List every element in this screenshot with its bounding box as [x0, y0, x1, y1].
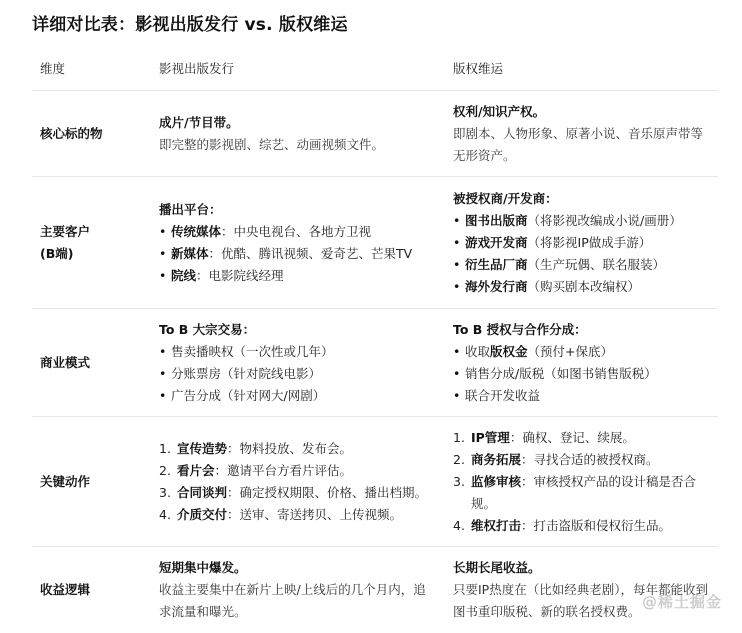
- item-text: ：审核授权产品的设计稿是否合规。: [471, 473, 697, 511]
- item-text: ：电影院线经理: [196, 267, 284, 283]
- numbered-list: [159, 438, 437, 526]
- copyright-cell: [445, 417, 718, 547]
- table-row: [32, 417, 718, 547]
- list-item: [159, 504, 437, 526]
- film-cell: [151, 309, 445, 417]
- list-item: [453, 515, 710, 537]
- item-term: 介质交付: [177, 506, 228, 522]
- item-term: 游戏开发商: [465, 234, 528, 250]
- bullet-list: [453, 210, 710, 298]
- column-header-dimension: 维度: [32, 48, 151, 91]
- list-item: • 联合开发收益: [453, 385, 710, 407]
- item-number: 4.: [159, 506, 171, 522]
- cell-heading: To B 大宗交易：: [159, 321, 256, 337]
- item-number: 3.: [159, 484, 171, 500]
- list-item: [453, 232, 710, 254]
- cell-heading: 权利/知识产权。: [453, 103, 546, 119]
- cell-heading: 播出平台：: [159, 201, 222, 217]
- row-dimension-label: 核心标的物: [32, 91, 151, 177]
- item-term: 看片会: [177, 462, 215, 478]
- list-item: [159, 460, 437, 482]
- cell-description: 只要IP热度在（比如经典老剧），每年都能收到图书重印版税、新的联名授权费。: [453, 581, 708, 619]
- cell-description: 即完整的影视剧、综艺、动画视频文件。: [159, 136, 385, 152]
- item-text: ：中央电视台、各地方卫视: [221, 223, 372, 239]
- film-cell: [151, 91, 445, 177]
- copyright-cell: [445, 309, 718, 417]
- item-term: 版权金: [490, 343, 528, 359]
- list-item: [453, 254, 710, 276]
- item-number: 2.: [453, 451, 465, 467]
- item-text: 收取: [465, 343, 491, 359]
- copyright-cell: [445, 91, 718, 177]
- cell-heading: 被授权商/开发商：: [453, 190, 558, 206]
- film-cell: [151, 417, 445, 547]
- column-header-copyright-ops: 版权维运: [445, 48, 718, 91]
- table-row: [32, 309, 718, 417]
- film-cell: [151, 547, 445, 633]
- item-term: 维权打击: [471, 517, 522, 533]
- list-item: [453, 210, 710, 232]
- table-row: [32, 91, 718, 177]
- list-item: • 销售分成/版税（如图书销售版税）: [453, 363, 710, 385]
- cell-heading: To B 授权与合作分成：: [453, 321, 587, 337]
- item-text: ：打击盗版和侵权衍生品。: [521, 517, 672, 533]
- row-dimension-label: 关键动作: [32, 417, 151, 547]
- list-item: [453, 276, 710, 298]
- list-item: [453, 427, 710, 449]
- cell-description: 收益主要集中在新片上映/上线后的几个月内，追求流量和曝光。: [159, 581, 426, 619]
- item-term: 海外发行商: [465, 278, 528, 294]
- row-dimension-label: [32, 177, 151, 309]
- cell-heading: 短期集中爆发。: [159, 559, 247, 575]
- item-term: 新媒体: [171, 245, 209, 261]
- list-item: [453, 471, 710, 515]
- numbered-list: [453, 427, 710, 537]
- item-text: （将影视IP做成手游）: [527, 234, 652, 250]
- item-text: ：寻找合适的被授权商。: [521, 451, 659, 467]
- list-item: • 售卖播映权（一次性或几年）: [159, 341, 437, 363]
- item-term: 监修审核: [471, 473, 522, 489]
- cell-heading: 长期长尾收益。: [453, 559, 541, 575]
- column-header-film-distribution: 影视出版发行: [151, 48, 445, 91]
- copyright-cell: [445, 177, 718, 309]
- bullet-list: [453, 341, 710, 407]
- item-term: 图书出版商: [465, 212, 528, 228]
- item-number: 4.: [453, 517, 465, 533]
- item-text: ：确定授权期限、价格、播出档期。: [227, 484, 428, 500]
- cell-heading: 成片/节目带。: [159, 114, 239, 130]
- list-item: [453, 449, 710, 471]
- copyright-cell: [445, 547, 718, 633]
- list-item: [453, 341, 710, 363]
- list-item: [159, 221, 437, 243]
- list-item: [159, 438, 437, 460]
- list-item: • 广告分成（针对网大/网剧）: [159, 385, 437, 407]
- comparison-table: [32, 48, 718, 633]
- item-number: 1.: [159, 440, 171, 456]
- item-number: 1.: [453, 429, 465, 445]
- film-cell: [151, 177, 445, 309]
- bullet-list: [159, 341, 437, 407]
- dimension-line: (B端): [40, 245, 74, 261]
- item-text: （购买剧本改编权）: [527, 278, 641, 294]
- item-text: （将影视改编成小说/画册）: [527, 212, 682, 228]
- page-title: 详细对比表：影视出版发行 vs. 版权维运: [32, 15, 348, 35]
- item-text: ：邀请平台方看片评估。: [214, 462, 353, 478]
- list-item: • 分账票房（针对院线电影）: [159, 363, 437, 385]
- item-term: 院线: [171, 267, 197, 283]
- watermark: @稀土掘金: [641, 593, 722, 611]
- table-row: [32, 547, 718, 633]
- item-term: 衍生品厂商: [465, 256, 528, 272]
- table-row: [32, 177, 718, 309]
- row-dimension-label: 商业模式: [32, 309, 151, 417]
- item-text: ：物料投放、发布会。: [227, 440, 353, 456]
- item-text: ：优酷、腾讯视频、爱奇艺、芒果TV: [208, 245, 413, 261]
- cell-description: 即剧本、人物形象、原著小说、音乐原声带等无形资产。: [453, 125, 704, 163]
- item-text: ：送审、寄送拷贝、上传视频。: [227, 506, 403, 522]
- item-term: 商务拓展: [471, 451, 522, 467]
- row-dimension-label: 收益逻辑: [40, 581, 91, 597]
- bullet-list: [159, 221, 437, 287]
- item-text: （预付+保底）: [527, 343, 614, 359]
- item-term: 宣传造势: [177, 440, 228, 456]
- item-term: IP管理: [471, 429, 510, 445]
- list-item: [159, 265, 437, 287]
- table-header-row: [32, 48, 718, 91]
- list-item: [159, 243, 437, 265]
- dimension-line: 主要客户: [40, 223, 91, 239]
- list-item: [159, 482, 437, 504]
- item-number: 3.: [453, 473, 465, 489]
- item-text: ：确权、登记、续展。: [509, 429, 635, 445]
- item-number: 2.: [159, 462, 171, 478]
- item-term: 合同谈判: [177, 484, 228, 500]
- item-term: 传统媒体: [171, 223, 222, 239]
- item-text: （生产玩偶、联名服装）: [527, 256, 666, 272]
